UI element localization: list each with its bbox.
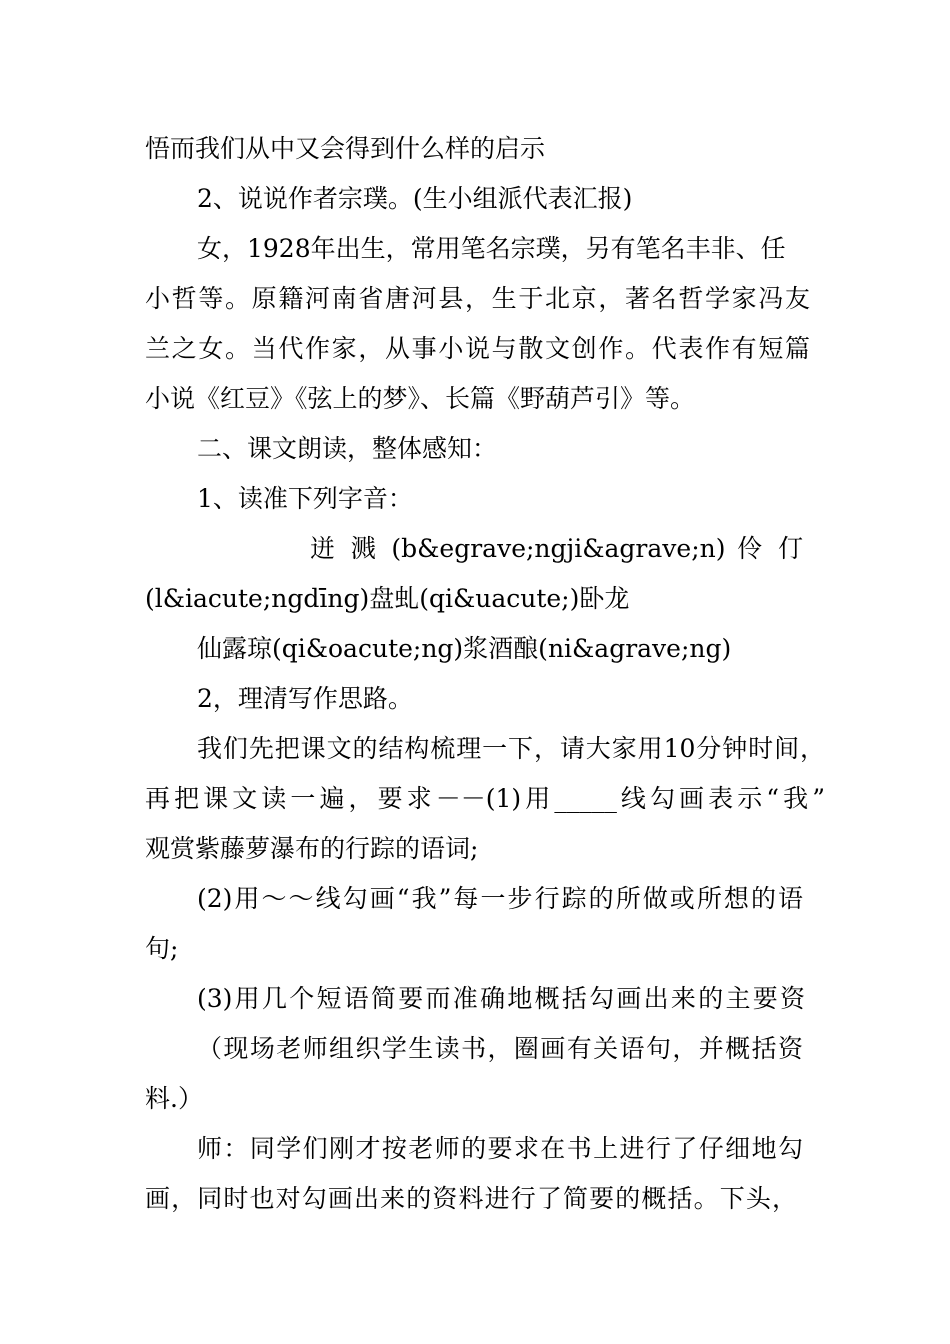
paragraph-line: 画，同时也对勾画出来的资料进行了简要的概括。下头， — [145, 1184, 797, 1213]
pinyin-line: (l&iacute;ngdīng)盘虬(qi&uacute;)卧龙 — [145, 584, 630, 613]
section-heading: 2、说说作者宗璞。(生小组派代表汇报) — [197, 184, 633, 213]
section-heading: 二、课文朗读，整体感知： — [197, 434, 498, 463]
paragraph-line: 再把课文读一遍，要求－－(1)用_____线勾画表示“我” — [145, 784, 825, 813]
paragraph-line: 料.） — [145, 1084, 203, 1113]
paragraph-line: (3)用几个短语简要而准确地概括勾画出来的主要资 — [197, 984, 805, 1013]
paragraph-line: 观赏紫藤萝瀑布的行踪的语词; — [145, 834, 479, 863]
pinyin-line: 迸 溅 (b&egrave;ngji&agrave;n) 伶 仃 — [310, 534, 803, 563]
paragraph-line: 句; — [145, 934, 179, 963]
pinyin-line: 仙露琼(qi&oacute;ng)浆酒酿(ni&agrave;ng) — [197, 634, 732, 663]
paragraph-line: (2)用～～线勾画“我”每一步行踪的所做或所想的语 — [197, 884, 803, 913]
paragraph-line: 悟而我们从中又会得到什么样的启示 — [145, 134, 546, 163]
section-heading: 1、读准下列字音： — [197, 484, 413, 513]
paragraph-line: 师：同学们刚才按老师的要求在书上进行了仔细地勾 — [197, 1134, 803, 1163]
paragraph-line: 女，1928年出生，常用笔名宗璞，另有笔名丰非、任 — [197, 234, 786, 263]
paragraph-line: （现场老师组织学生读书，圈画有关语句，并概括资 — [197, 1034, 803, 1063]
paragraph-line: 我们先把课文的结构梳理一下，请大家用10分钟时间， — [197, 734, 825, 763]
section-heading: 2，理清写作思路。 — [197, 684, 413, 713]
paragraph-line: 小哲等。原籍河南省唐河县，生于北京，著名哲学家冯友 — [145, 284, 810, 313]
paragraph-line: 兰之女。当代作家，从事小说与散文创作。代表作有短篇 — [145, 334, 810, 363]
paragraph-line: 小说《红豆》《弦上的梦》、长篇《野葫芦引》等。 — [145, 384, 696, 413]
